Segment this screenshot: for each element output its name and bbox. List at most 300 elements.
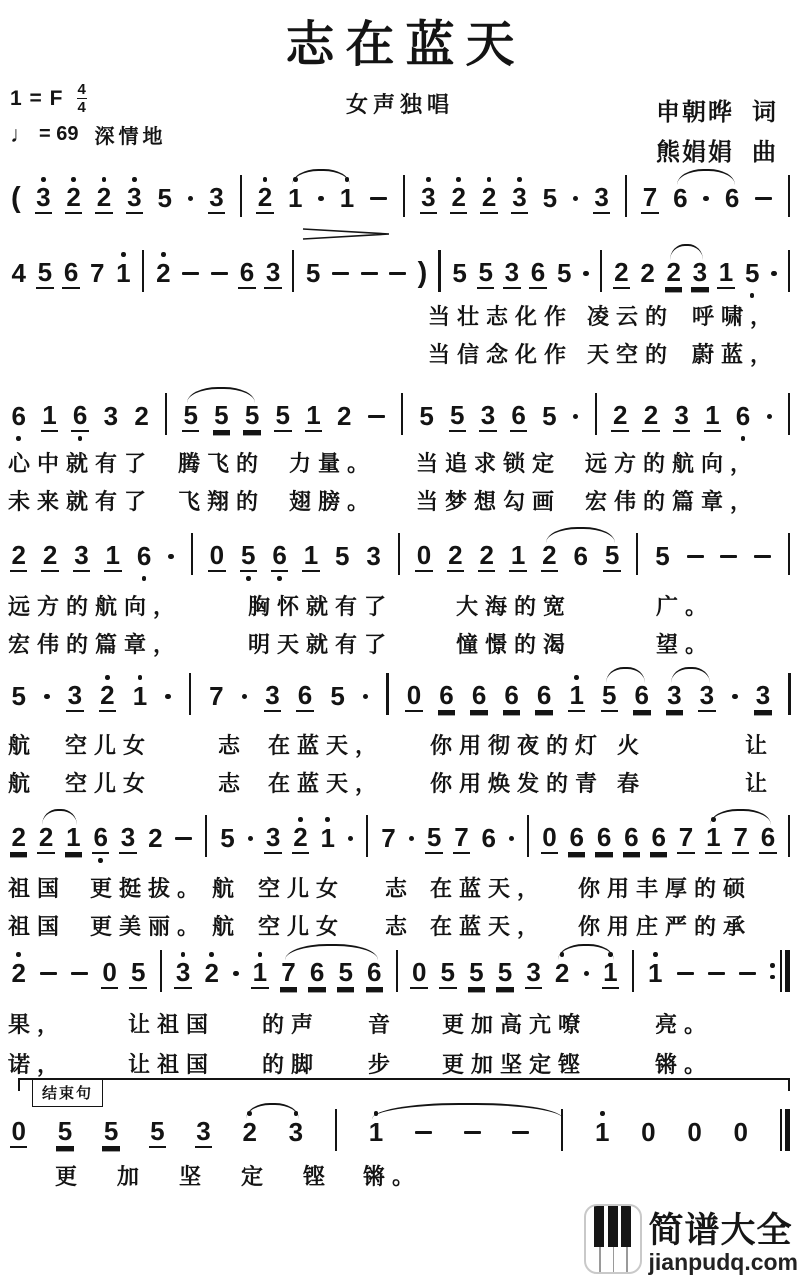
note-token <box>219 816 236 864</box>
dot <box>277 576 282 581</box>
note-glyph: 6 <box>272 540 287 570</box>
note-token <box>65 176 82 224</box>
octave-dot-above <box>653 951 658 958</box>
note-token <box>640 1110 657 1158</box>
note-token <box>119 816 136 864</box>
note-glyph: 5 <box>150 1116 165 1146</box>
lyric-segment: 火 <box>617 733 647 758</box>
octave-dot-below <box>142 575 147 582</box>
note-glyph: 3 <box>526 957 541 987</box>
note-glyph: 3 <box>755 680 771 710</box>
duration-dot <box>233 971 239 977</box>
dot <box>325 817 330 822</box>
dot-token <box>582 251 591 299</box>
note-glyph <box>346 823 355 854</box>
note-glyph: 6 <box>439 680 454 710</box>
dot <box>209 952 214 957</box>
note-glyph <box>407 823 416 854</box>
note-token <box>10 1110 27 1158</box>
note-glyph: 0 <box>641 1117 656 1147</box>
note-glyph <box>361 681 370 712</box>
note-glyph <box>765 401 774 432</box>
note-token <box>126 176 143 224</box>
note-token <box>305 394 322 442</box>
barline-rule <box>240 175 242 217</box>
repeat-dots <box>770 963 775 979</box>
duration-dash <box>182 272 199 275</box>
duration-dot <box>584 971 590 977</box>
barline-rule <box>788 250 790 292</box>
note-glyph: 0 <box>411 957 427 987</box>
octave-dot-above <box>138 674 143 681</box>
note-glyph: 2 <box>336 401 352 431</box>
note-token <box>335 394 352 442</box>
barline <box>141 251 146 299</box>
note-glyph: 5 <box>275 400 291 430</box>
dash-token <box>675 951 695 999</box>
note-token <box>535 674 552 722</box>
song-title: 志在蓝天 <box>285 18 526 72</box>
barline <box>630 951 635 999</box>
lyric-segment: 更加高亢嘹 <box>442 1012 588 1037</box>
note-glyph <box>164 401 169 432</box>
note-glyph: 0 <box>209 540 225 570</box>
note-glyph: 0 <box>11 1116 26 1146</box>
note-glyph <box>399 401 404 432</box>
lyric-segment: 航 <box>212 914 242 939</box>
note-glyph: 2 <box>640 258 655 288</box>
barline <box>787 816 792 864</box>
barline <box>238 176 243 224</box>
dash-token <box>39 951 59 999</box>
duration-dot <box>573 414 579 420</box>
note-token <box>480 176 497 224</box>
duration-dot <box>363 694 369 700</box>
barline-rule <box>788 815 790 857</box>
dash-token <box>359 251 379 299</box>
dot <box>138 675 143 680</box>
dot-token <box>407 816 416 864</box>
duration-dash <box>40 972 57 975</box>
lyric-segment: 空儿女 <box>258 914 346 939</box>
note-token <box>36 251 53 299</box>
note-glyph: 5 <box>542 183 558 213</box>
duration-dot <box>703 196 709 202</box>
octave-dot-above <box>161 251 166 258</box>
ending-section-bracket <box>18 1078 790 1102</box>
note-glyph: 1 <box>718 257 734 287</box>
lyric-segment: 远方的航向， <box>8 594 183 619</box>
note-glyph <box>238 183 243 214</box>
quarter-note-icon: ♩ <box>10 121 33 147</box>
lyric-segment: 空儿女 <box>65 771 153 796</box>
note-glyph: 2 <box>643 400 659 430</box>
dot <box>78 436 83 441</box>
lyric-segment: 志 <box>385 914 415 939</box>
lyric-segment: 蔚蓝， <box>692 342 780 367</box>
lyric-segment: 当梦想勾画 <box>416 489 562 514</box>
final-barline <box>778 1110 792 1158</box>
note-glyph <box>204 823 209 854</box>
octave-dot-below <box>98 857 103 864</box>
lyric-segment: 定 <box>241 1164 271 1189</box>
lyric-segment: 你用焕发的青 <box>430 771 605 796</box>
note-glyph <box>560 1117 565 1148</box>
note-token <box>147 816 164 864</box>
note-glyph <box>675 958 695 989</box>
note-glyph: 2 <box>293 822 308 852</box>
dot <box>653 952 658 957</box>
note-token <box>92 816 109 864</box>
note-glyph: 3 <box>67 680 83 710</box>
octave-dot-below <box>78 435 83 442</box>
dash-token <box>737 951 757 999</box>
note-glyph <box>437 258 442 289</box>
thin-bar <box>780 1109 782 1151</box>
note-glyph <box>317 183 326 214</box>
slur-arc <box>558 944 614 960</box>
duration-dot <box>188 196 194 202</box>
note-token <box>274 394 291 442</box>
duration-dot <box>771 271 777 277</box>
note-glyph: 6 <box>634 680 650 710</box>
lyric-segment: 更加坚定铿 <box>442 1052 588 1077</box>
watermark-url: jianpudq.com <box>648 1248 798 1275</box>
lyric-segment: 步 <box>368 1052 398 1077</box>
note-glyph: 2 <box>554 958 570 988</box>
note-glyph: 0 <box>406 680 422 710</box>
note-glyph <box>593 401 598 432</box>
lyric-segment: 在蓝天， <box>430 876 547 901</box>
note-glyph <box>43 681 52 712</box>
note-token <box>73 534 90 582</box>
note-glyph: 1 <box>594 1117 610 1147</box>
music-system <box>10 674 792 722</box>
note-glyph: 4 <box>11 258 26 288</box>
note-glyph: 6 <box>367 957 382 987</box>
duration-dash <box>211 272 228 275</box>
note-glyph <box>787 401 792 432</box>
octave-dot-above <box>121 251 126 258</box>
note-token <box>88 251 105 299</box>
dot <box>142 576 147 581</box>
barline <box>437 251 442 299</box>
duration-dot <box>248 836 254 842</box>
duration-dash <box>677 972 694 975</box>
note-token <box>420 176 437 224</box>
duration-dash <box>687 555 704 558</box>
barline <box>365 816 370 864</box>
note-token <box>673 394 690 442</box>
barline <box>385 674 390 722</box>
dot-token <box>167 534 176 582</box>
barline <box>399 394 404 442</box>
music-system <box>10 1110 792 1158</box>
lyric-segment: 腾飞的 <box>178 451 266 476</box>
lyric-segment: 宏伟的篇章， <box>8 632 183 657</box>
note-token <box>380 816 397 864</box>
note-token <box>447 534 464 582</box>
lyricist-role: 词 <box>752 99 778 126</box>
key-signature-text: 1 = F <box>10 86 64 110</box>
lyric-segment: 当壮志化作 <box>428 304 574 329</box>
slur-arc <box>42 809 77 825</box>
duration-dot <box>767 414 773 420</box>
lyric-segment: 祖国 <box>8 914 67 939</box>
note-glyph: 2 <box>614 257 629 287</box>
watermark-text <box>649 1204 799 1274</box>
note-glyph: 5 <box>478 257 493 287</box>
slur-arc <box>372 1103 563 1119</box>
note-token <box>418 394 435 442</box>
octave-dot-above <box>325 816 330 823</box>
note-glyph: 1 <box>288 183 303 213</box>
note-token <box>240 534 257 582</box>
note-token <box>10 251 27 299</box>
lyric-segment: 在蓝天， <box>430 914 547 939</box>
note-glyph: 2 <box>148 823 163 853</box>
lyric-segment: 心中就有了 <box>8 451 154 476</box>
note-glyph <box>158 958 163 989</box>
note-token <box>208 674 225 722</box>
note-glyph: 2 <box>204 958 219 988</box>
barline <box>623 176 628 224</box>
note-token <box>503 251 520 299</box>
note-glyph: 1 <box>132 681 148 711</box>
duration-dot <box>509 836 515 842</box>
barline-rule <box>600 250 602 292</box>
music-system <box>10 951 792 999</box>
parenthesis-token <box>417 251 429 299</box>
note-glyph: 6 <box>93 822 108 852</box>
note-glyph: 5 <box>556 258 572 288</box>
dash-token <box>181 251 201 299</box>
note-glyph <box>571 183 580 214</box>
duration-dash <box>708 972 725 975</box>
note-glyph: 6 <box>573 541 588 571</box>
note-token <box>503 674 520 722</box>
barline-rule <box>292 250 294 292</box>
note-glyph <box>167 541 176 572</box>
note-glyph: 5 <box>450 400 465 430</box>
note-token <box>754 674 771 722</box>
note-token <box>149 1110 166 1158</box>
note-glyph: 0 <box>733 1117 748 1147</box>
note-glyph <box>388 258 408 289</box>
dot <box>246 576 251 581</box>
lyric-segment: 让祖国 <box>128 1012 216 1037</box>
dash-token <box>388 251 408 299</box>
lyric-segment: 更美丽。 <box>90 914 207 939</box>
lyric-segment: 的脚 <box>262 1052 321 1077</box>
note-glyph: 5 <box>655 541 670 571</box>
barline-rule <box>527 815 529 857</box>
barline-group <box>770 950 790 992</box>
note-glyph: 2 <box>38 822 54 852</box>
barline <box>402 176 407 224</box>
duration-dash <box>720 555 737 558</box>
note-token <box>468 951 485 999</box>
note-token <box>717 251 734 299</box>
note-token <box>595 816 612 864</box>
note-glyph: 1 <box>705 400 720 430</box>
note-glyph <box>402 183 407 214</box>
lyric-segment: 你用丰厚的硕 <box>578 876 753 901</box>
barline-rule <box>189 673 191 715</box>
note-token <box>623 816 640 864</box>
barline-rule <box>625 175 627 217</box>
note-token <box>511 176 528 224</box>
duration-dash <box>389 272 406 275</box>
note-glyph: 5 <box>157 183 172 213</box>
note-glyph <box>141 258 146 289</box>
note-token <box>480 816 497 864</box>
note-token <box>470 674 487 722</box>
note-glyph: 6 <box>569 822 584 852</box>
note-glyph <box>787 681 792 712</box>
note-glyph: 2 <box>11 822 26 852</box>
note-glyph: 3 <box>692 257 708 287</box>
note-token <box>677 816 694 864</box>
note-token <box>611 394 628 442</box>
lyric-segment: 胸怀就有了 <box>248 594 394 619</box>
lyric-segment: 诺， <box>8 1052 67 1077</box>
duration-dot <box>44 694 50 700</box>
note-token <box>496 951 513 999</box>
lyric-segment: 让 <box>745 733 775 758</box>
note-glyph: 5 <box>604 540 620 570</box>
dot <box>161 252 166 257</box>
composer-name: 熊娟娟 <box>656 139 734 166</box>
lyric-segment: 明天就有了 <box>248 632 394 657</box>
note-token <box>102 394 119 442</box>
dot <box>16 436 21 441</box>
note-token <box>208 534 225 582</box>
note-glyph: 5 <box>103 1116 119 1146</box>
note-token <box>510 394 527 442</box>
note-glyph <box>365 823 370 854</box>
note-token <box>99 674 116 722</box>
dot-token <box>361 674 370 722</box>
note-token <box>238 251 255 299</box>
note-glyph <box>623 183 628 214</box>
note-glyph: 3 <box>699 680 715 710</box>
note-glyph <box>582 958 591 989</box>
dash-token <box>719 534 739 582</box>
note-glyph: 5 <box>542 401 557 431</box>
watermark-brand: 简谱大全 <box>648 1211 793 1251</box>
barline-rule <box>595 393 597 435</box>
note-token <box>439 951 456 999</box>
duration-dash <box>739 972 756 975</box>
lyric-segment: 春 <box>617 771 647 796</box>
note-token <box>66 674 83 722</box>
lyric-segment: 让 <box>745 771 775 796</box>
lyric-segment: 望。 <box>656 632 715 657</box>
lyric-segment: 航 <box>8 733 38 758</box>
dot <box>98 858 103 863</box>
duration-dash <box>754 555 771 558</box>
note-glyph: 7 <box>89 258 105 288</box>
lyric-segment: 远方的航向， <box>585 451 760 476</box>
barline <box>787 394 792 442</box>
note-token <box>156 176 173 224</box>
barline-rule <box>788 533 790 575</box>
note-glyph: 1 <box>648 958 663 988</box>
note-glyph: 5 <box>11 681 26 711</box>
note-glyph <box>189 541 194 572</box>
duration-dash <box>71 972 88 975</box>
lyric-segment: 祖国 <box>8 876 67 901</box>
note-token <box>329 674 346 722</box>
barline <box>394 951 399 999</box>
lyric-segment: 你用彻夜的灯 <box>430 733 605 758</box>
note-token <box>593 1110 610 1158</box>
ending-section-label: 结束句 <box>32 1080 103 1107</box>
note-glyph: 2 <box>42 540 58 570</box>
duration-dot <box>168 554 174 560</box>
note-glyph: 3 <box>127 182 142 212</box>
note-token <box>95 176 112 224</box>
lyric-segment: 更 <box>55 1164 85 1189</box>
lyric-segment: 翅膀。 <box>289 489 377 514</box>
lyric-segment: 果， <box>8 1012 67 1037</box>
octave-dot-above <box>209 951 214 958</box>
performance-type: 女声独唱 <box>345 92 454 117</box>
note-glyph: 6 <box>760 822 776 852</box>
note-glyph: 6 <box>471 680 487 710</box>
note-glyph: 3 <box>674 400 689 430</box>
note-token <box>425 816 442 864</box>
note-glyph: 2 <box>11 958 26 988</box>
note-glyph: 1 <box>303 540 319 570</box>
lyric-segment: 天空的 <box>587 342 675 367</box>
note-token <box>541 816 558 864</box>
duration-dash <box>512 1131 529 1134</box>
note-glyph: 6 <box>504 680 519 710</box>
note-glyph: 7 <box>281 957 296 987</box>
duration-dot <box>583 271 589 277</box>
note-glyph: 5 <box>130 957 146 987</box>
note-token <box>251 951 268 999</box>
lyric-segment: 航 <box>212 876 242 901</box>
note-glyph <box>706 958 726 989</box>
barline-rule <box>636 533 638 575</box>
dash-token <box>366 394 386 442</box>
lyric-segment: 空儿女 <box>65 733 153 758</box>
note-token <box>104 534 121 582</box>
note-token <box>133 394 150 442</box>
note-glyph <box>210 258 230 289</box>
note-glyph: 3 <box>504 257 520 287</box>
note-glyph: 3 <box>196 1116 211 1146</box>
slur-arc <box>292 169 350 185</box>
note-glyph: 2 <box>134 401 149 431</box>
expression-marking: 深情地 <box>94 126 167 148</box>
note-glyph: 3 <box>480 400 496 430</box>
note-token <box>410 951 427 999</box>
note-token <box>203 951 220 999</box>
note-glyph: 6 <box>11 401 26 431</box>
octave-dot-below <box>750 292 755 299</box>
note-token <box>529 251 546 299</box>
lyric-segment: 更挺拔。 <box>90 876 207 901</box>
slur-arc <box>285 944 378 960</box>
note-glyph <box>787 823 792 854</box>
barline-rule <box>191 533 193 575</box>
dot-token <box>164 674 173 722</box>
note-token <box>449 394 466 442</box>
